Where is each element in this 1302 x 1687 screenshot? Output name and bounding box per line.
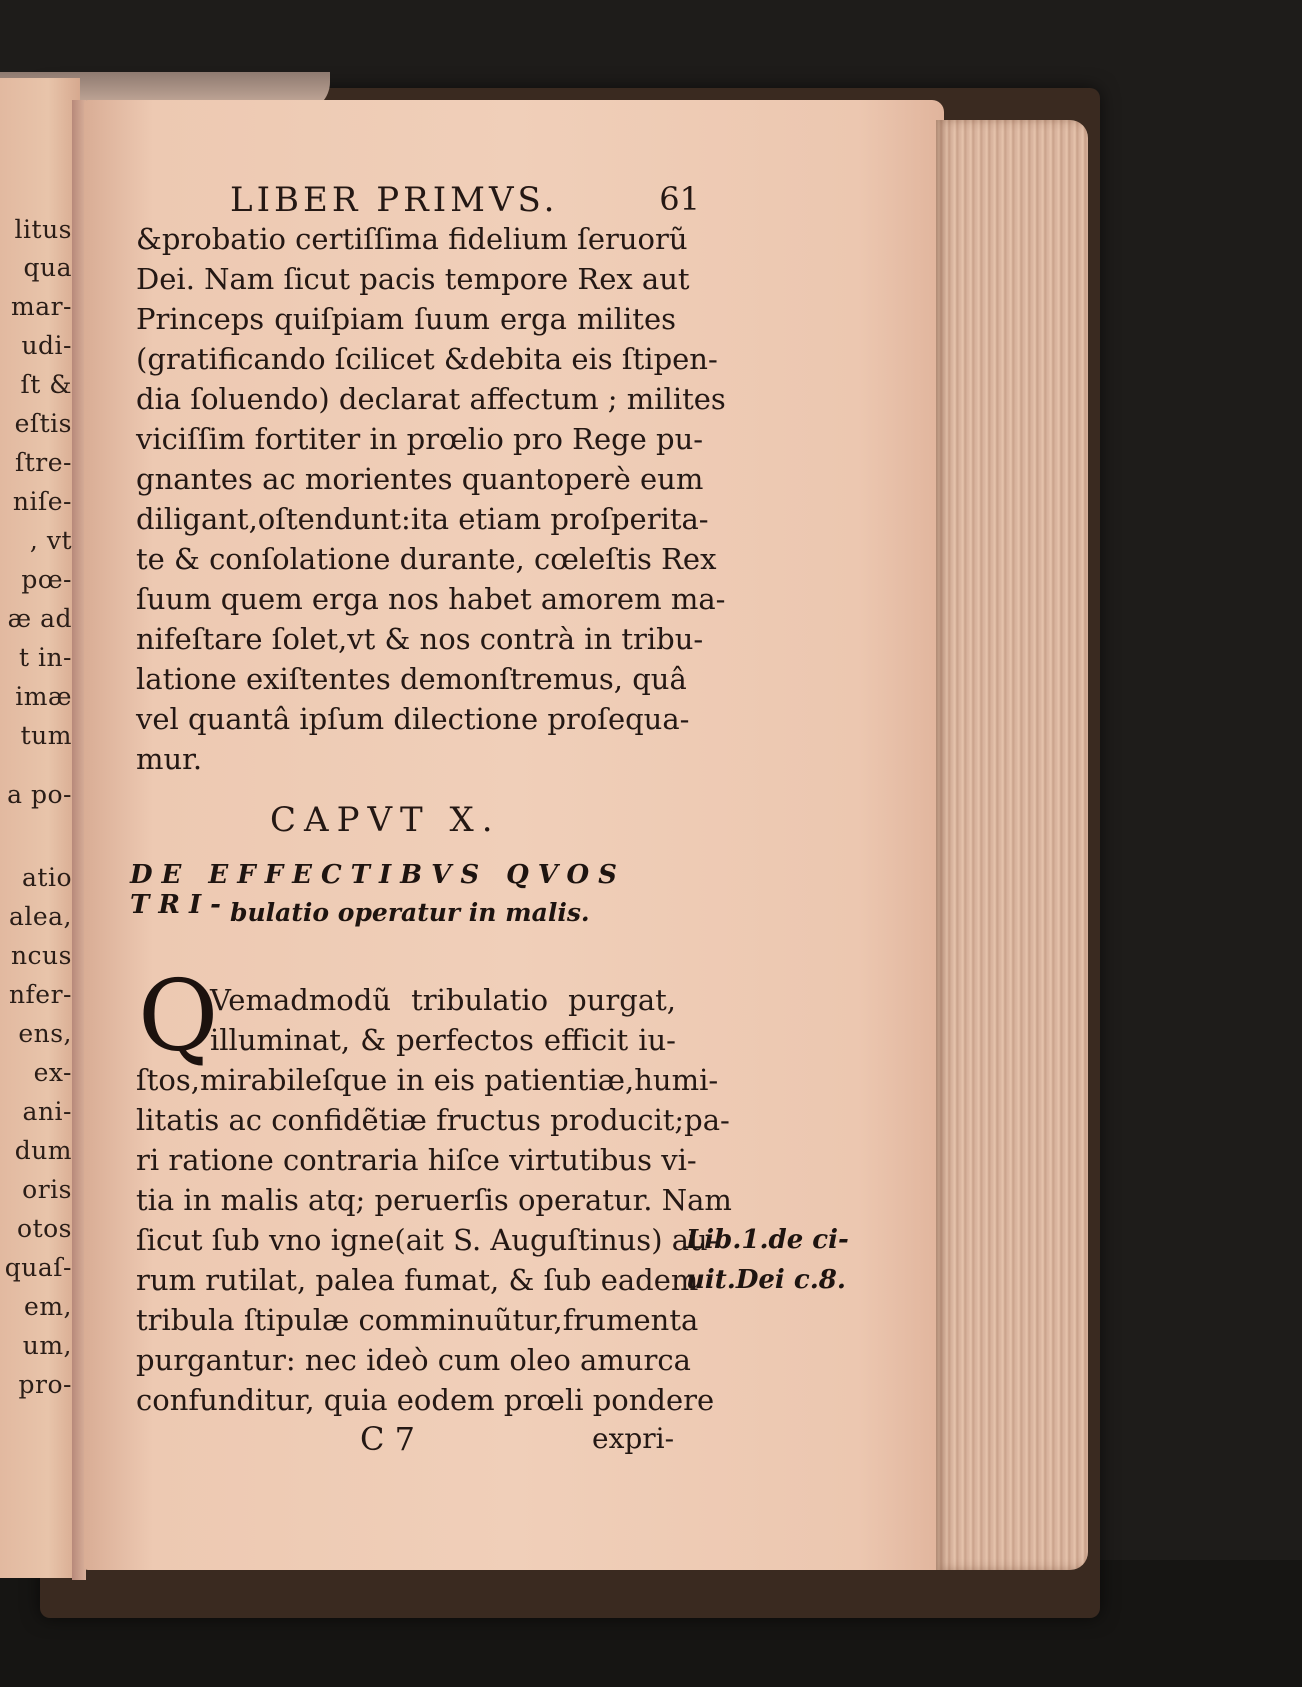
left-fragment: pœ- bbox=[21, 565, 72, 594]
text-line: illuminat, & perfectos efficit iu- bbox=[210, 1023, 676, 1057]
left-fragment: tum bbox=[20, 721, 72, 750]
text-line: purgantur: nec ideò cum oleo amurca bbox=[136, 1343, 691, 1377]
text-line: te & conſolatione durante, cœleſtis Rex bbox=[136, 542, 717, 576]
left-fragment: pro- bbox=[18, 1370, 72, 1399]
left-fragment: litus bbox=[14, 215, 72, 244]
text-line: latione exiſtentes demonſtremus, quâ bbox=[136, 662, 687, 696]
running-head: LIBER PRIMVS. bbox=[230, 180, 559, 220]
running-head-row bbox=[230, 180, 700, 220]
text-line: vel quantâ ipſum dilectione proſequa- bbox=[136, 702, 690, 736]
text-line: ſuum quem erga nos habet amorem ma- bbox=[136, 582, 726, 616]
left-fragment: eſtis bbox=[14, 409, 72, 438]
marginal-note-line1: Lib.1.de ci- bbox=[686, 1225, 849, 1255]
text-line: nifeſtare ſolet,vt & nos contrà in tribu- bbox=[136, 622, 704, 656]
left-fragment: qua bbox=[23, 253, 72, 282]
left-fragment: udi- bbox=[21, 331, 72, 360]
marginal-note-line2: uit.Dei c.8. bbox=[686, 1265, 846, 1295]
text-line: dia ſoluendo) declarat affectum ; milites bbox=[136, 382, 726, 416]
text-line: (gratificando ſcilicet &debita eis ſtipen- bbox=[136, 342, 718, 376]
text-line: ſicut ſub vno igne(ait S. Auguſtinus) au- bbox=[136, 1223, 718, 1257]
left-fragment: imæ bbox=[15, 682, 72, 711]
left-fragment: ex- bbox=[33, 1058, 72, 1087]
left-fragment: otos bbox=[17, 1214, 72, 1243]
chapter-heading: CAPVT X. bbox=[270, 800, 501, 840]
signature-mark: C 7 bbox=[360, 1420, 416, 1458]
text-line: &probatio certiſſima fidelium ſeruorũ bbox=[136, 222, 688, 256]
text-line: rum rutilat, palea fumat, & ſub eadem bbox=[136, 1263, 699, 1297]
left-fragment: alea, bbox=[8, 902, 72, 931]
left-fragment: mar- bbox=[10, 292, 72, 321]
left-fragment: atio bbox=[22, 863, 72, 892]
text-line: gnantes ac morientes quantoperè eum bbox=[136, 462, 704, 496]
left-fragment: ens, bbox=[18, 1019, 72, 1048]
text-line: Dei. Nam ſicut pacis tempore Rex aut bbox=[136, 262, 690, 296]
left-fragment: dum bbox=[14, 1136, 72, 1165]
left-fragment: em, bbox=[24, 1292, 72, 1321]
left-fragment: niſe- bbox=[12, 487, 72, 516]
page-block-edges bbox=[936, 120, 1088, 1570]
drop-cap: Q bbox=[138, 960, 219, 1074]
left-fragment: ſtre- bbox=[15, 448, 72, 477]
text-line: tia in malis atq; peruerſis operatur. Nam bbox=[136, 1183, 732, 1217]
catchword: expri- bbox=[592, 1422, 675, 1455]
left-fragment: oris bbox=[22, 1175, 72, 1204]
left-fragment: æ ad bbox=[7, 604, 72, 633]
page-number: 61 bbox=[659, 180, 700, 218]
text-line: Princeps quiſpiam ſuum erga milites bbox=[136, 302, 676, 336]
text-line: tribula ſtipulæ comminuũtur,frumenta bbox=[136, 1303, 699, 1337]
left-fragment: ncus bbox=[10, 941, 72, 970]
text-line: ri ratione contraria hiſce virtutibus vi- bbox=[136, 1143, 697, 1177]
left-fragment: quaſ- bbox=[4, 1253, 72, 1282]
left-fragment: ani- bbox=[22, 1097, 72, 1126]
left-fragment: ſt & bbox=[20, 370, 72, 399]
text-line: confunditur, quia eodem prœli pondere bbox=[136, 1383, 715, 1417]
chapter-subtitle-line1: DE EFFECTIBVS QVOS TRI- bbox=[130, 860, 626, 920]
text-line: Vemadmodũ tribulatio purgat, bbox=[210, 983, 676, 1017]
left-fragment: a po- bbox=[7, 780, 72, 809]
chapter-subtitle-line2: bulatio operatur in malis. bbox=[230, 898, 590, 927]
text-line: diligant,oſtendunt:ita etiam proſperita- bbox=[136, 502, 709, 536]
text-line: ſtos,mirabileſque in eis patientiæ,humi- bbox=[136, 1063, 719, 1097]
left-fragment: um, bbox=[22, 1331, 72, 1360]
text-line: litatis ac confidẽtiæ fructus producit;pa- bbox=[136, 1103, 730, 1137]
text-line: viciſſim fortiter in prœlio pro Rege pu- bbox=[136, 422, 704, 456]
left-fragment: , vt bbox=[29, 526, 72, 555]
left-fragment: nfer- bbox=[8, 980, 72, 1009]
left-fragment: t in- bbox=[18, 643, 72, 672]
text-line: mur. bbox=[136, 742, 203, 776]
